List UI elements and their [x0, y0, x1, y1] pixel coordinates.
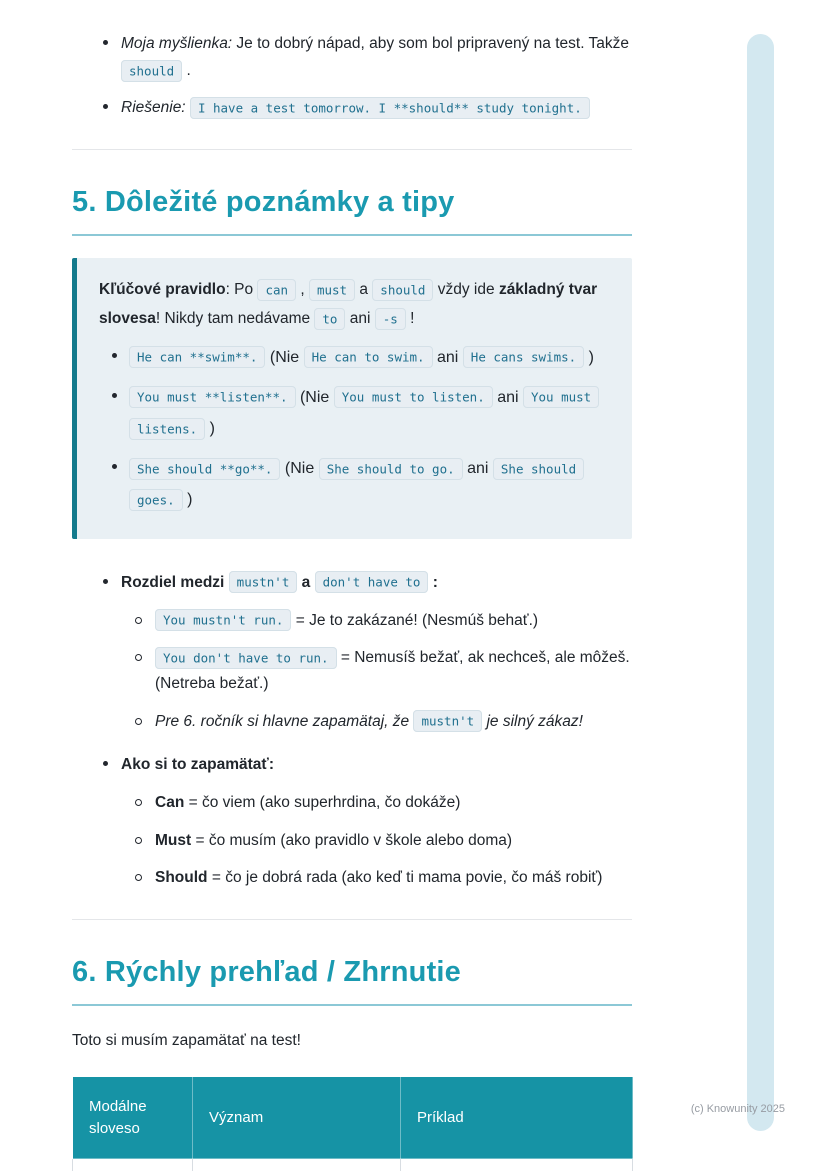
text-segment: ! — [405, 310, 415, 328]
text-segment: ) — [205, 420, 215, 438]
code-chip: don't have to — [315, 571, 429, 593]
list-item-text — [121, 94, 632, 121]
list-item — [121, 94, 632, 121]
text-segment: Can — [155, 794, 185, 812]
intro-list — [72, 30, 632, 121]
text-segment: Should — [155, 868, 208, 886]
table-header-cell: Modálne sloveso — [73, 1077, 193, 1159]
footer-credit: (c) Knowunity 2025 — [690, 1103, 785, 1115]
text-segment: ani — [345, 310, 375, 328]
list-item-text — [121, 751, 632, 778]
text-segment: ) — [182, 491, 193, 509]
text-segment: = Nemusíš bežať, ak nechceš, ale môžeš. (Netreba bežať.) — [155, 649, 630, 693]
text-segment: = čo viem (ako superhrdina, čo dokáže) — [184, 794, 461, 812]
key-rule-callout — [72, 258, 632, 538]
table-row — [73, 1159, 633, 1171]
text-segment: Rozdiel medzi — [121, 573, 225, 591]
code-chip: He can **swim**. — [129, 346, 265, 368]
text-segment: (Nie — [295, 388, 334, 406]
text-segment: . — [182, 62, 191, 80]
code-chip: You mustn't run. — [155, 609, 291, 631]
sub-list-item-text — [155, 865, 632, 891]
text-segment: Je to dobrý nápad, aby som bol pripravený na test. Takže — [232, 35, 630, 52]
sub-list-item — [155, 790, 632, 816]
content-column — [72, 0, 632, 1171]
text-segment: = čo musím (ako pravidlo v škole alebo doma) — [191, 831, 513, 849]
sub-list-item — [155, 828, 632, 854]
code-chip: You must to listen. — [334, 386, 493, 408]
code-chip: should — [121, 60, 182, 82]
section-divider — [72, 149, 632, 150]
text-segment: = čo je dobrá rada (ako keď ti mama povie, čo máš robiť) — [207, 868, 603, 886]
text-segment: vždy ide — [433, 281, 499, 299]
text-segment: ani — [462, 460, 493, 478]
text-segment: = Je to zakázané! (Nesmúš behať.) — [291, 611, 539, 629]
list-item — [129, 453, 610, 515]
text-segment: Pre 6. ročník si hlavne zapamätaj, že — [155, 712, 414, 730]
list-item — [129, 342, 610, 373]
sub-list-item — [155, 709, 632, 735]
sub-list-item — [155, 608, 632, 634]
notes-list — [72, 569, 632, 892]
code-chip: should — [372, 279, 433, 301]
list-item — [121, 30, 632, 84]
code-chip: He can to swim. — [304, 346, 433, 368]
section6-heading: 6. Rýchly prehľad / Zhrnutie — [72, 956, 632, 1006]
callout-intro-text — [99, 276, 610, 333]
table-cell — [193, 1159, 401, 1171]
sub-list-item-text — [155, 790, 632, 816]
text-segment: je silný zákaz! — [482, 712, 583, 730]
code-chip: She should **go**. — [129, 458, 280, 480]
text-segment: a — [355, 281, 373, 299]
code-chip: He cans swims. — [463, 346, 584, 368]
text-segment: , — [296, 281, 309, 299]
code-chip: can — [257, 279, 296, 301]
section-divider — [72, 919, 632, 920]
text-segment: ani — [492, 388, 523, 406]
text-segment: Riešenie: — [121, 99, 186, 117]
text-segment: základný tvar slovesa — [99, 281, 598, 328]
list-item-text — [129, 382, 610, 444]
table-cell — [401, 1159, 633, 1171]
code-chip: She should goes. — [129, 458, 584, 511]
list-item — [121, 569, 632, 736]
text-segment: ) — [584, 348, 594, 366]
code-chip: You must listens. — [129, 386, 599, 439]
text-segment: a — [301, 573, 311, 591]
code-chip: You don't have to run. — [155, 647, 337, 669]
sub-list-item-text — [155, 645, 632, 698]
text-segment: : — [432, 573, 438, 591]
code-chip: mustn't — [413, 710, 482, 732]
code-chip: She should to go. — [319, 458, 463, 480]
text-segment: ani — [432, 348, 463, 366]
sub-list-item-text — [155, 828, 632, 854]
list-item — [129, 382, 610, 444]
text-segment — [310, 574, 314, 591]
code-chip: -s — [375, 308, 406, 330]
table-header-cell: Príklad — [401, 1077, 633, 1159]
code-chip: to — [314, 308, 345, 330]
text-segment: (Nie — [280, 460, 319, 478]
table-header-row — [73, 1077, 633, 1159]
text-segment: (Nie — [265, 348, 304, 366]
sub-list — [121, 790, 632, 891]
summary-paragraph: Toto si musím zapamätať na test! — [72, 1032, 301, 1050]
text-segment: Ako si to zapamätať: — [121, 756, 274, 774]
text-segment: : Po — [225, 281, 258, 299]
sub-list-item-text — [155, 608, 632, 634]
list-item-text — [129, 453, 610, 515]
list-item-text — [121, 30, 632, 84]
table-header-cell: Význam — [193, 1077, 401, 1159]
code-chip: You must **listen**. — [129, 386, 296, 408]
code-chip: mustn't — [229, 571, 298, 593]
callout-list — [99, 342, 610, 516]
list-item-text — [121, 569, 632, 596]
text-segment: ! Nikdy tam nedávame — [155, 310, 315, 328]
sub-list — [121, 608, 632, 735]
section5-heading: 5. Dôležité poznámky a tipy — [72, 186, 632, 236]
text-segment: Moja myšlienka: — [121, 35, 233, 52]
code-chip: must — [309, 279, 355, 301]
scrollbar-track[interactable] — [747, 34, 774, 1131]
text-segment: Must — [155, 831, 192, 849]
summary-table — [72, 1076, 633, 1171]
table-cell — [73, 1159, 193, 1171]
list-item — [121, 751, 632, 891]
sub-list-item-text — [155, 709, 632, 735]
sub-list-item — [155, 865, 632, 891]
code-chip: I have a test tomorrow. I **should** study tonight. — [190, 97, 590, 119]
text-segment: Kľúčové pravidlo — [99, 281, 226, 299]
list-item-text — [129, 342, 610, 373]
sub-list-item — [155, 645, 632, 698]
